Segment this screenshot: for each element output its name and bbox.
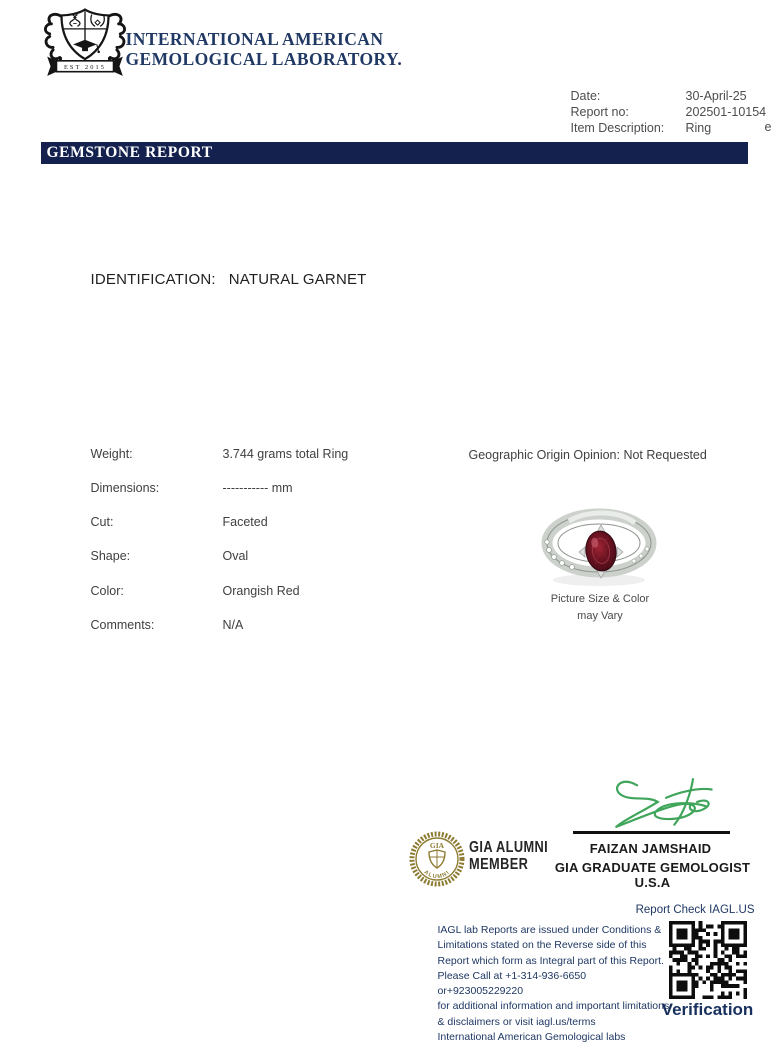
shape-label: Shape: <box>91 549 223 563</box>
meta-date-row <box>571 88 767 104</box>
photo-caption-line1: Picture Size & Color <box>503 593 698 605</box>
meta-item-desc-row <box>571 120 767 136</box>
item-desc-label: Item Description: <box>571 120 686 136</box>
shape-value: Oval <box>223 549 249 563</box>
disclaimer-line: for additional information and important limitations <box>438 999 673 1014</box>
report-check-link: Report Check IAGL.US <box>605 904 755 916</box>
report-meta <box>571 88 767 136</box>
report-title-banner: GEMSTONE REPORT <box>41 142 748 164</box>
identification-label: IDENTIFICATION: <box>91 271 216 288</box>
attr-row-color <box>91 584 300 598</box>
disclaimer-line: IAGL lab Reports are issued under Conditions & <box>438 923 673 938</box>
attr-row-cut <box>91 515 268 529</box>
attr-row-dimensions <box>91 481 293 495</box>
item-desc-overflow: e <box>765 120 776 134</box>
membership-text <box>469 840 548 873</box>
date-label: Date: <box>571 88 686 104</box>
report-no-value: 202501-10154 <box>686 104 767 120</box>
weight-label: Weight: <box>91 447 223 461</box>
attr-row-shape <box>91 549 249 563</box>
gemstone-report-page <box>3 0 774 1024</box>
disclaimer-line: Report which form as Integral part of this Report. <box>438 954 673 969</box>
identification-value: NATURAL GARNET <box>229 271 367 288</box>
membership-line2: MEMBER <box>469 857 548 874</box>
verification-label: Verification <box>655 1000 761 1020</box>
org-name <box>126 30 403 69</box>
qr-code <box>669 921 747 999</box>
gemologist-signature <box>600 775 728 833</box>
membership-line1: GIA ALUMNI <box>469 840 548 857</box>
org-name-line2: GEMOLOGICAL LABORATORY. <box>126 50 403 70</box>
badge-top-text: GIA <box>429 841 444 850</box>
dimensions-value: ----------- mm <box>223 481 293 495</box>
attr-row-weight <box>91 447 349 461</box>
gemologist-title: GIA GRADUATE GEMOLOGIST U.S.A <box>538 860 768 890</box>
color-value: Orangish Red <box>223 584 300 598</box>
org-name-line1: INTERNATIONAL AMERICAN <box>126 30 403 50</box>
attr-row-comments <box>91 618 244 632</box>
ring-photo <box>535 501 667 589</box>
lab-crest-logo-icon <box>43 5 127 83</box>
gia-alumni-badge-icon <box>409 831 465 887</box>
dimensions-label: Dimensions: <box>91 481 223 495</box>
report-no-label: Report no: <box>571 104 686 120</box>
disclaimer-line: & disclaimers or visit iagl.us/terms <box>438 1015 673 1030</box>
meta-report-no-row <box>571 104 767 120</box>
item-desc-value: Ring <box>686 120 712 136</box>
comments-value: N/A <box>223 618 244 632</box>
color-label: Color: <box>91 584 223 598</box>
disclaimer-line: Limitations stated on the Reverse side of this <box>438 938 673 953</box>
disclaimer-text <box>438 923 673 1045</box>
badge-bottom-text: ALUMNI <box>422 869 451 880</box>
photo-caption-line2: may Vary <box>503 610 698 622</box>
logo-ribbon-text: EST 2015 <box>63 64 105 71</box>
gemologist-name: FAIZAN JAMSHAID <box>551 841 751 856</box>
disclaimer-line: Please Call at +1-314-936-6650 or+923005229220 <box>438 969 673 1000</box>
cut-value: Faceted <box>223 515 268 529</box>
comments-label: Comments: <box>91 618 223 632</box>
cut-label: Cut: <box>91 515 223 529</box>
geographic-origin-text: Geographic Origin Opinion: Not Requested <box>469 448 707 462</box>
signature-line <box>573 831 730 834</box>
weight-value: 3.744 grams total Ring <box>223 447 349 461</box>
identification-line <box>91 271 367 288</box>
disclaimer-line: International American Gemological labs <box>438 1030 673 1045</box>
date-value: 30-April-25 <box>686 88 747 104</box>
